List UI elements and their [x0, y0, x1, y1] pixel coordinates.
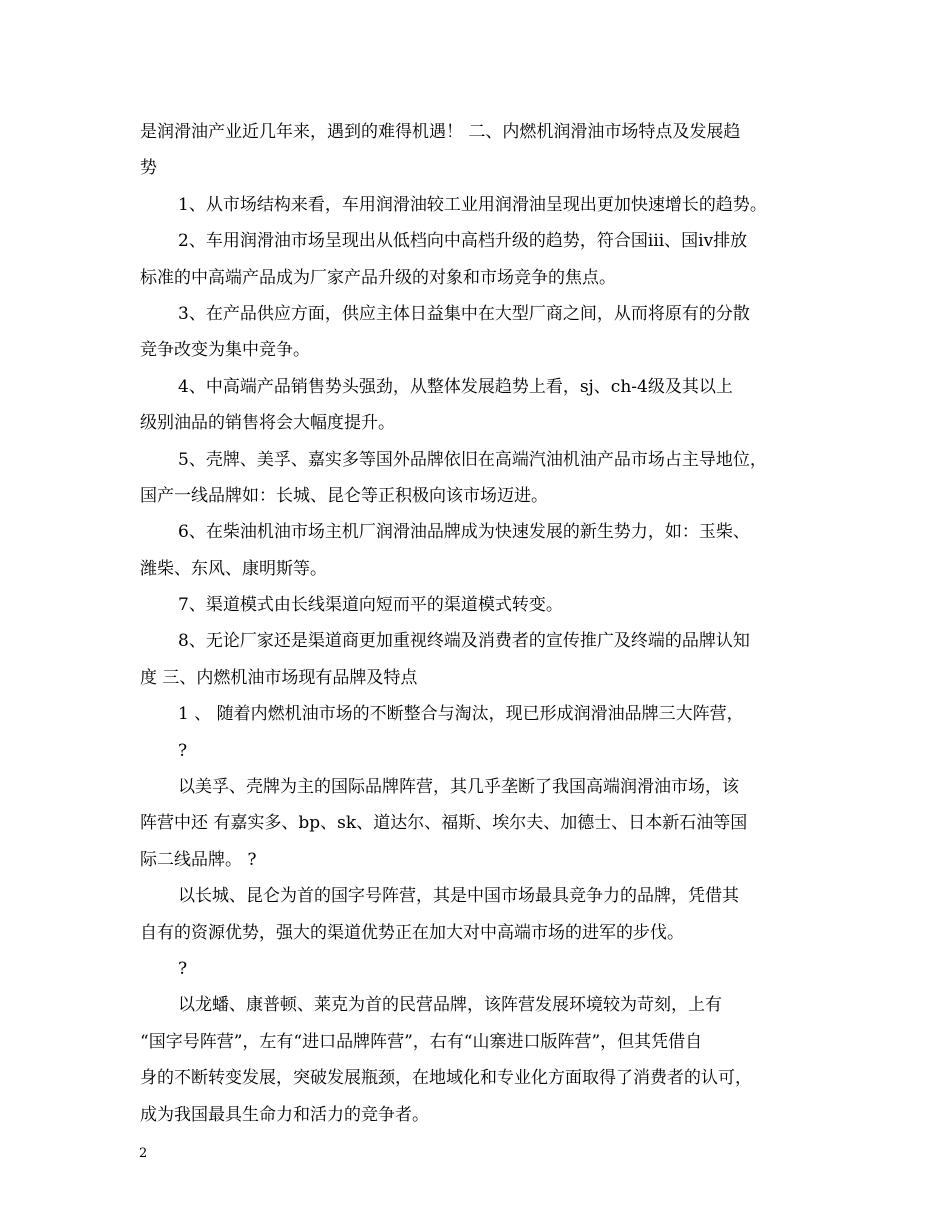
text-line: 8、无论厂家还是渠道商更加重视终端及消费者的宣传推广及终端的品牌认知 [178, 631, 750, 652]
text-line: 1、从市场结构来看，车用润滑油较工业用润滑油呈现出更加快速增长的趋势。 [178, 194, 767, 215]
text-line: 是润滑油产业近几年来，遇到的难得机遇！ 二、内燃机润滑油市场特点及发展趋 [140, 122, 741, 142]
text-line: 国产一线品牌如：长城、昆仑等正积极向该市场迈进。 [140, 485, 548, 506]
text-line: 7、渠道模式由长线渠道向短而平的渠道模式转变。 [178, 595, 563, 616]
text-line: 1 、 随着内燃机油市场的不断整合与淘汰，现已形成润滑油品牌三大阵营， [178, 704, 744, 725]
text-line: 阵营中还 有嘉实多、bp、sk、道达尔、福斯、埃尔夫、加德士、日本新石油等国 [140, 813, 748, 834]
text-line: 势 [140, 158, 157, 179]
text-line: 际二线品牌。 ? [140, 849, 257, 870]
text-line: 标准的中高端产品成为厂家产品升级的对象和市场竞争的焦点。 [140, 267, 616, 288]
document-body [140, 114, 820, 1133]
text-line: 身的不断转变发展，突破发展瓶颈，在地域化和专业化方面取得了消费者的认可， [140, 1068, 752, 1089]
text-line: 以龙蟠、康普顿、莱克为首的民营品牌，该阵营发展环境较为苛刻，上有 [178, 995, 722, 1016]
text-line: 竞争改变为集中竞争。 [140, 340, 310, 361]
text-line: 自有的资源优势，强大的渠道优势正在加大对中高端市场的进军的步伐。 [140, 922, 684, 943]
text-line: 2、车用润滑油市场呈现出从低档向中高档升级的趋势，符合国ⅲ、国ⅳ排放 [178, 231, 748, 252]
text-line: 3、在产品供应方面，供应主体日益集中在大型厂商之间，从而将原有的分散 [178, 303, 750, 324]
text-line: 潍柴、东风、康明斯等。 [140, 558, 327, 579]
text-line: 度 三、内燃机油市场现有品牌及特点 [140, 667, 418, 688]
text-line: ? [178, 740, 188, 761]
text-line: 级别油品的销售将会大幅度提升。 [140, 413, 395, 434]
text-line: ? [178, 958, 188, 979]
text-line: 以长城、昆仑为首的国字号阵营，其是中国市场最具竞争力的品牌，凭借其 [178, 886, 739, 907]
text-line: 成为我国最具生命力和活力的竞争者。 [140, 1104, 429, 1125]
text-line: 5、壳牌、美孚、嘉实多等国外品牌依旧在高端汽油机油产品市场占主导地位， [178, 449, 767, 470]
text-line: 4、中高端产品销售势头强劲，从整体发展趋势上看，sj、ch-4级及其以上 [178, 376, 733, 397]
text-line: 以美孚、壳牌为主的国际品牌阵营，其几乎垄断了我国高端润滑油市场，该 [178, 777, 739, 798]
page-number: 2 [139, 1146, 148, 1161]
text-line: 6、在柴油机油市场主机厂润滑油品牌成为快速发展的新生势力，如：玉柴、 [178, 522, 750, 543]
text-line: “国字号阵营”，左有“进口品牌阵营”，右有“山寨进口版阵营”，但其凭借自 [140, 1031, 703, 1052]
